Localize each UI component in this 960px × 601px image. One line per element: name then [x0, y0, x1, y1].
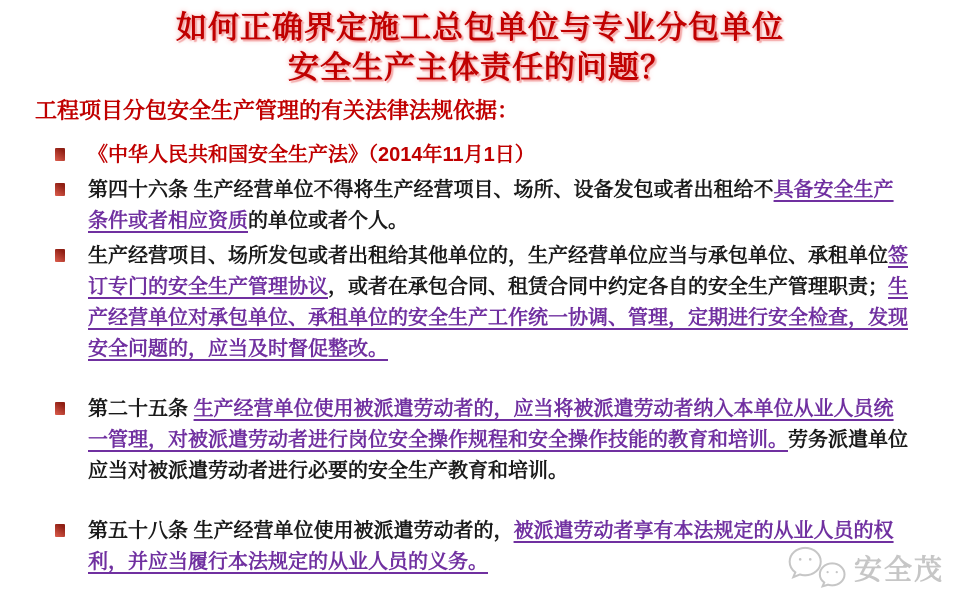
bullet-list — [55, 140, 908, 578]
text-segment-black: ，或者在承包合同、租赁合同中约定各自的安全生产管理职责； — [328, 276, 888, 298]
text-segment-purple: 被派遣劳动者享有本法规定的从业人员的权利，并应当履行本法规定的从业人员的义务。 — [88, 520, 894, 573]
bullet-marker-icon — [55, 249, 65, 262]
bullet-item — [55, 241, 908, 365]
slide-title-line1: 如何正确界定施工总包单位与专业分包单位 — [176, 10, 784, 45]
bullet-item — [55, 175, 908, 237]
text-segment-black: 第五十八条 生产经营单位使用被派遣劳动者的， — [88, 520, 514, 542]
watermark — [786, 545, 944, 591]
bullet-text — [88, 241, 908, 365]
slide-title-line2: 安全生产主体责任的问题？ — [288, 50, 672, 85]
text-segment-black: 第四十六条 生产经营单位不得将生产经营项目、场所、设备发包或者出租给不 — [88, 179, 774, 201]
bullet-item — [55, 516, 908, 578]
text-segment-purple: 具备安全生产条件或者相应资质 — [88, 179, 894, 232]
text-segment-purple: 生产经营单位使用被派遣劳动者的，应当将被派遣劳动者纳入本单位从业人员统一管理，对被派遣劳动者进行岗位安全操作规程和安全操作技能的教育和培训。 — [88, 398, 894, 451]
bullet-item — [55, 394, 908, 487]
section-heading: 工程项目分包安全生产管理的有关法律法规依据： — [35, 98, 520, 123]
bullet-text — [88, 394, 908, 487]
text-segment-purple: 生产经营单位对承包单位、承租单位的安全生产工作统一协调、管理，定期进行安全检查，发现安全问题的，应当及时督促整改。 — [88, 276, 908, 360]
text-segment-black: 的单位或者个人。 — [248, 210, 408, 232]
bullet-marker-icon — [55, 148, 65, 161]
watermark-text: 安全茂 — [853, 554, 944, 585]
bullet-marker-icon — [55, 524, 65, 537]
text-segment-red: 《中华人民共和国安全生产法》（2014年11月1日） — [88, 144, 535, 166]
bullet-text — [88, 175, 908, 237]
bullet-text — [88, 140, 908, 171]
text-segment-black: 生产经营项目、场所发包或者出租给其他单位的，生产经营单位应当与承包单位、承租单位 — [88, 245, 888, 267]
text-segment-black: 劳务派遣单位应当对被派遣劳动者进行必要的安全生产教育和培训。 — [88, 429, 908, 482]
bullet-marker-icon — [55, 183, 65, 196]
text-segment-purple: 签订专门的安全生产管理协议 — [88, 245, 908, 298]
bullet-marker-icon — [55, 402, 65, 415]
chat-bubbles-logo-icon — [786, 545, 850, 591]
slide-title — [0, 8, 960, 88]
bullet-item — [55, 140, 908, 171]
text-segment-black: 第二十五条 — [88, 398, 194, 420]
